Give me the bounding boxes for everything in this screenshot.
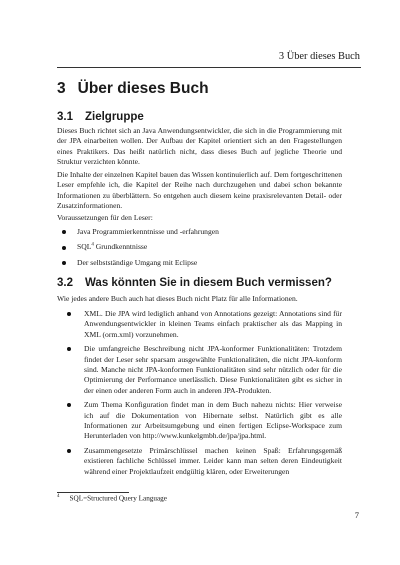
list-item-text: XML. Die JPA wird lediglich anhand von Annotations gezeigt: Annotations sind für Anwendungsentwickler in kleinen Teams einfach praktischer als das Mapping in XML (orm.xml) vorzunehmen. <box>84 309 342 339</box>
header-rule <box>57 67 361 68</box>
missing-topics-list <box>57 309 342 477</box>
list-item-text-suffix: Grundkenntnisse <box>93 242 148 252</box>
list-item-text: Java Programmierkenntnisse und -erfahrungen <box>77 227 219 236</box>
footnote-reference: 4 <box>91 242 94 248</box>
list-item-text: SQL <box>77 242 92 252</box>
list-item <box>57 242 342 252</box>
list-item <box>57 446 342 477</box>
list-item <box>57 227 342 237</box>
footnote-rule <box>57 492 129 493</box>
section-title-text: Zielgruppe <box>85 111 144 123</box>
list-item <box>57 258 342 268</box>
list-item-text: Zusammengesetzte Primärschlüssel machen keinen Spaß: Erfahrungsgemäß existieren fachliche Schlüssel immer. Leider kann man selten deren Eindeutigkeit während einer Projektlaufzeit endgültig klären, oder Erweiterungen <box>84 445 342 476</box>
bullet-icon <box>67 449 71 453</box>
paragraph-section2-intro: Wie jedes andere Buch auch hat dieses Buch nicht Platz für alle Informationen. <box>57 294 298 303</box>
page-number: 7 <box>354 510 359 520</box>
paragraph-intro: Dieses Buch richtet sich an Java Anwendungsentwickler, die sich in die Programmierung mit der JPA einarbeiten wollen. Der Aufbau der Kapitel orientiert sich an den Fragestellungen eines Praktikers. Das heißt natürlich nicht, dass dieses Buch auf jegliche Theorie und Struktur verzichten könnte. <box>57 126 342 167</box>
bullet-icon <box>67 403 71 407</box>
footnote-text: SQL=Structured Query Language <box>69 494 167 503</box>
section-number: 3.1 <box>57 111 73 123</box>
bullet-icon <box>67 312 71 316</box>
section-title-zielgruppe <box>57 111 144 123</box>
bullet-icon <box>62 261 66 265</box>
section-title-text: Was könnten Sie in diesem Buch vermissen? <box>85 277 332 289</box>
bullet-icon <box>67 347 71 351</box>
chapter-number: 3 <box>57 80 66 97</box>
list-item-text: Zum Thema Konfiguration findet man in dem Buch nahezu nichts: Hier verweise ich auf die Dokumentation von Hibernate selbst. Natürlich gibt es alle Informationen zur Arbeitsumgebung und einen fertigen Eclipse-Workspace zum Herunterladen von http://www.kunkelgmbh.de/jpa/jpa.html. <box>84 400 342 441</box>
footnote-mark: 4 <box>57 494 60 499</box>
bullet-icon <box>62 230 66 234</box>
paragraph-requirements-label: Voraussetzungen für den Leser: <box>57 213 153 222</box>
section-title-vermissen <box>57 277 332 289</box>
chapter-title-text: Über dieses Buch <box>77 80 209 97</box>
bullet-icon <box>62 246 66 250</box>
list-item-text: Der selbstständige Umgang mit Eclipse <box>77 257 198 267</box>
paragraph-chapters: Die Inhalte der einzelnen Kapitel bauen das Wissen kontinuierlich auf. Dem fortgeschrittenen Leser empfehle ich, die Kapitel der Reihe nach durchzugehen und dabei schon bekannte Informationen zu überblättern. So entgehen auch diesem keine praxisrelevanten Detail- oder Zusatzinformationen. <box>57 170 342 211</box>
list-item <box>57 309 342 340</box>
chapter-title <box>57 80 209 98</box>
list-item <box>57 344 342 396</box>
list-item <box>57 400 342 442</box>
running-header: 3 Über dieses Buch <box>278 51 360 62</box>
section-number: 3.2 <box>57 277 73 289</box>
footnote <box>57 494 167 502</box>
requirements-list <box>57 227 342 268</box>
list-item-text: Die umfangreiche Beschreibung nicht JPA-konformer Funktionalitäten: Trotzdem findet der Leser sehr sparsam ausgewählte Funktionalitäten, die nicht JPA-konform sind. Manche nicht JPA-konformen Funktionalitäten sind sehr nützlich oder für die Optimierung der Performance unerlässlich. Diese Funktionalitäten gibt es sicher in der einen oder anderen Form auch in anderen JPA-Produkten. <box>84 344 342 395</box>
